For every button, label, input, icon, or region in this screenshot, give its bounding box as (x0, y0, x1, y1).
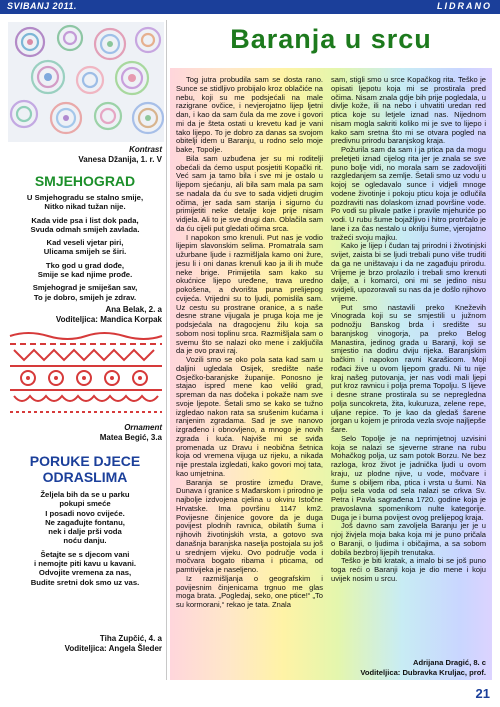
article-column-1 (176, 76, 323, 610)
article-author: Adrijana Dragić, 8. c (412, 658, 486, 667)
poem2-stanza (8, 550, 162, 587)
poem1-stanza (8, 238, 162, 257)
poem1-stanza (8, 283, 162, 302)
artwork-ornament (8, 330, 164, 420)
poem1-stanza (8, 261, 162, 280)
poem2-body (8, 490, 162, 591)
poem2-title-line2: ODRASLIMA (42, 469, 128, 485)
article-paragraph: Selo Topolje je na neprimjetnoj uzvisini koja se nalazi se sjeverne strane na rubu Mohačkog polja, uz sam potok Borzu. Ne bez razloga, kroz život je jadnička ljudi u ovom kraju, uz plodne njive, u vode, močvare i šume s obiljem riba, ptica i vrsta u šumi. Na polju sela voda od sela nalazi se crkva Sv. Petra i Pavla sagrađena 1720. godine koja je pravoslavna spomenikom nulte kategorije. Duga je i burna povijest ovog prelijepog kraja. (331, 433, 486, 522)
poem-line: noću danju. (63, 536, 107, 546)
page-number: 21 (475, 686, 490, 701)
poem-line: Ne zagađujte fontanu, (45, 517, 125, 527)
poem1-mentor: Voditeljica: Mandica Korpak (55, 315, 162, 324)
poem-line: I posadi novo cvijeće. (45, 508, 125, 518)
poem-line: To je dobro, smijeh je zdrav. (33, 292, 137, 302)
poem-line: Smjehograd je smiješan sav, (32, 283, 138, 293)
poem-line: Nitko nikad tužan nije. (44, 202, 126, 212)
article-paragraph: Bila sam uzbuđena jer su mi roditelji obećali da ćemo usput posjetiti Kopački rit. Već sam ja tamo bila i sve mi je ostalo u lijepom sjećanju, ali bila sam mala pa sam se nadala da ću sve to sada vidjeti drugim očima, jer sada sam starija i sigurno ću primijetiti neke detalje koje prije nisam vidjela. Ali to je sve drugi dan. Oblačila sam da ću cijeli put gledati očima srca. (176, 153, 323, 233)
poem-line: Budite sretni dok smo uz vas. (30, 577, 140, 587)
poem2-mentor: Voditeljica: Angela Šleder (64, 644, 162, 653)
artwork2-author: Matea Begić, 3.a (99, 433, 162, 442)
article-paragraph: Baranja se prostire između Drave, Dunava i granice s Mađarskom i prirodno je najbolje izdvojena cjelina u okviru Istočne Hrvatske. Ima površinu 1147 km2. Povijesne činjenice govore da je duga povijest plodnih ravnica, obilatih šuma i njihovih životinjskih vrsta, a gotovo sva današnja baranjska naselja postojala su još u srednjem vijeku. Ovo područje voda i močvara bogato ribama i pticama, od pamtivijeka je naseljeno. (176, 477, 323, 574)
header-bar (0, 0, 500, 14)
article-column-2 (331, 76, 486, 584)
article-paragraph: Požurila sam da sam i ja ptica pa da mogu preletjeti iznad cijelog rita jer je znala se sve puno bolje vidi, no morala sam se zadovoljiti razgledanjem sa zemlje. Šetali smo uz vodu u kojoj se ogledavalo sunce i vidjeli mnoge vodene životinje i pokoju pticu koja je odlučila pozdraviti nas dolaskom iznad površine vode. Po vodi su plivale patke i pravile mjehuriće po vodi. U rubu šume bojažljivo i hitro protrčalo je lane i za čas nestalo u okrilju šume, vjerojatno tražeći svoju majku. (331, 145, 486, 242)
article-title: Baranja u srcu (230, 24, 432, 54)
poem2-stanza (8, 490, 162, 546)
poem-line: Tko god u grad dođe, (45, 260, 125, 270)
poem1-author: Ana Belak, 2. a (105, 305, 162, 314)
poem-line: Željela bih da se u parku (40, 490, 130, 499)
poem-line: Kad veseli vjetar piri, (46, 238, 124, 248)
poem-line: Odvojite vremena za nas, (38, 568, 132, 578)
poem1-title: SMJEHOGRAD (34, 173, 136, 189)
poem-line: Svuda odmah smijeh zavlada. (30, 224, 140, 234)
magazine-name: LIDRANO (437, 1, 492, 11)
artwork1-caption: Kontrast (129, 145, 162, 154)
poem-line: U Smjehogradu se stalno smije, (26, 193, 144, 202)
poem1-stanza (8, 216, 162, 235)
poem-line: pokupi smeće (59, 499, 111, 509)
poem2-title-line1: PORUKE DJECE (29, 453, 141, 469)
article-paragraph: Vozili smo se oko pola sata kad sam u daljini ugledala Osijek, središte naše Osječko-baranjske županije. Ponosno je stajao ispred mene kao veliki grad, spreman da nas dočeka i pokaže nam sve svoje ljepote. Šetali smo se kako se tužno izgledao nakon rata sa srušenim kućama i ranjenim zgradama. Sad je sve nanovo izgrađeno i obnovljeno, a mnogo je novih zgrada i kuća. Najviše mi se sviđa promenada uz Dravu i neobična šetnica koja od vremena vijuga uz rijeku, a nikada nije prestala izgledati, kako govori moj tata, kao umjetnina. (176, 355, 323, 478)
artwork-kontrast (8, 22, 164, 142)
poem-line: Smije se kad njime prođe. (37, 270, 133, 280)
article-mentor: Voditeljica: Dubravka Kruljac, prof. (360, 668, 486, 677)
issue-date: SVIBANJ 2011. (7, 1, 77, 11)
article-paragraph: Put smo nastavili preko Kneževih Vinograda koji su se smjestili u južnom podnožju Banskog brda i središte su baranjskog vinogorja, pa preko Belog Manastira, jedinog grada u Baranji, koji se smjestio na dodiru dviju rijeka. Baranjskim bačkim i napokon ravni Karašicom. Moji rođaci žive u ovom lijepom gradu. Ni tu nije kraj našeg putovanja, jer nas vodi mali ljepi put kroz ravnicu i polja prema Topolju. S lijeve i desne strane prostirala su se nepregledna polja suncokreta, žita, kukuruza, zelene repe, uljane repice. To je kao da gledaš šarene jorgan u kojem je priroda vezla svoje najljepše šare. (331, 302, 486, 434)
article-paragraph: sam, stigli smo u srce Kopačkog rita. Teško je opisati ljepotu koja mi se prostirala pred očima. Nisam znala gdje bih prije pogledala, u divlje kože, ili na nebo i uhvatiti uredan red ptica koje su letjele iznad nas. Nijednom nisam mogla sakriti koliko mi je sve to lijepo i kako sam sretna što mi se otvara pogled na predivnu prirodu baranjskog kraja. (331, 75, 486, 146)
column-divider (166, 20, 167, 680)
article-paragraph: Još davno sam zavoljela Baranju jer je u njoj živjela moja baka koja mi je puno pričala o Baranji, o ljudima i običajima, a sa sobom dobila bezbroj lijepih trenutaka. (331, 521, 486, 557)
poem2-author: Tiha Zupčić, 4. a (99, 634, 162, 643)
artwork1-author: Vanesa Džanija, 1. r. V (78, 155, 162, 164)
article-paragraph: Iz razmišljanja o geografskim i povijesnim činjenicama trgnuo me glas moga brata. „Pogledaj, seko, one ptice!“ „To su kormorani,“ rekao je tata. Znala (176, 573, 323, 609)
article-paragraph: Tog jutra probudila sam se dosta rano. Sunce se stidljivo probijalo kroz oblačiće na nebu, koji su me podsjećali na male razigrane ovčice, i nevjerojatno lijep ljetni dan, i kao da sam čula da me zove i govori mi da je šteta ostati u krevetu kad je vani tako lijepo. To je dobro za danas sa svojom obitelji idem u Baranju, u rodno selo moje bake, Topolje. (176, 75, 323, 154)
poem-line: Kada vide psa i list dok pada, (31, 215, 139, 225)
article-paragraph: Teško je biti kratak, a imalo bi se još puno toga reći o Baranji koja je dio mene i koju uvijek nosim u srcu. (331, 556, 486, 583)
poem-line: Šetajte se s djecom vani (40, 549, 130, 559)
artwork2-caption: Ornament (124, 423, 162, 432)
article-paragraph: Kako je lijep i čudan taj prirodni i životinjski svijet, zaista bi se ljudi trebali puno više truditi da ga ne uništavaju i da ne zagađuju prirodu. Vrijeme je brzo prolazilo i trebali smo krenuti dalje, a i komarci, oni mi se jedino nisu svidjeli, upozoravali su nas da je došlo njihovo vrijeme. (331, 241, 486, 303)
poem-line: nek i dalje prši voda (48, 527, 122, 537)
poem1-body (8, 193, 162, 306)
article-paragraph: I napokon smo krenuli. Put nas je vodio lijepim slavonskim selima. Promatrala sam užurbane ljude i razmišljala kamo oni žure, jesu li i oni danas krenuli kao ja ili ih muče neke brige. Primijetila sam kako su okućnice lijepo uređene, trava uredno pokošena, a dvorišta puna prelijepog cvijeća. Vrijedni su to ljudi, pomislila sam. Uz cestu su prostrane oranice, a s naše desne strane vijugala je pruga koja me je podsjećala na dragocjenu žilu koja sa sobom nosi toplinu srca. Razmišljala sam o svemu što se nalazi oko mene i zaključila da je ovo pravi raj. (176, 232, 323, 356)
poem-line: i nemojte piti kavu u kavani. (33, 559, 137, 569)
poem-line: Ulicama smijeh se širi. (43, 247, 127, 257)
poem1-stanza (8, 193, 162, 212)
